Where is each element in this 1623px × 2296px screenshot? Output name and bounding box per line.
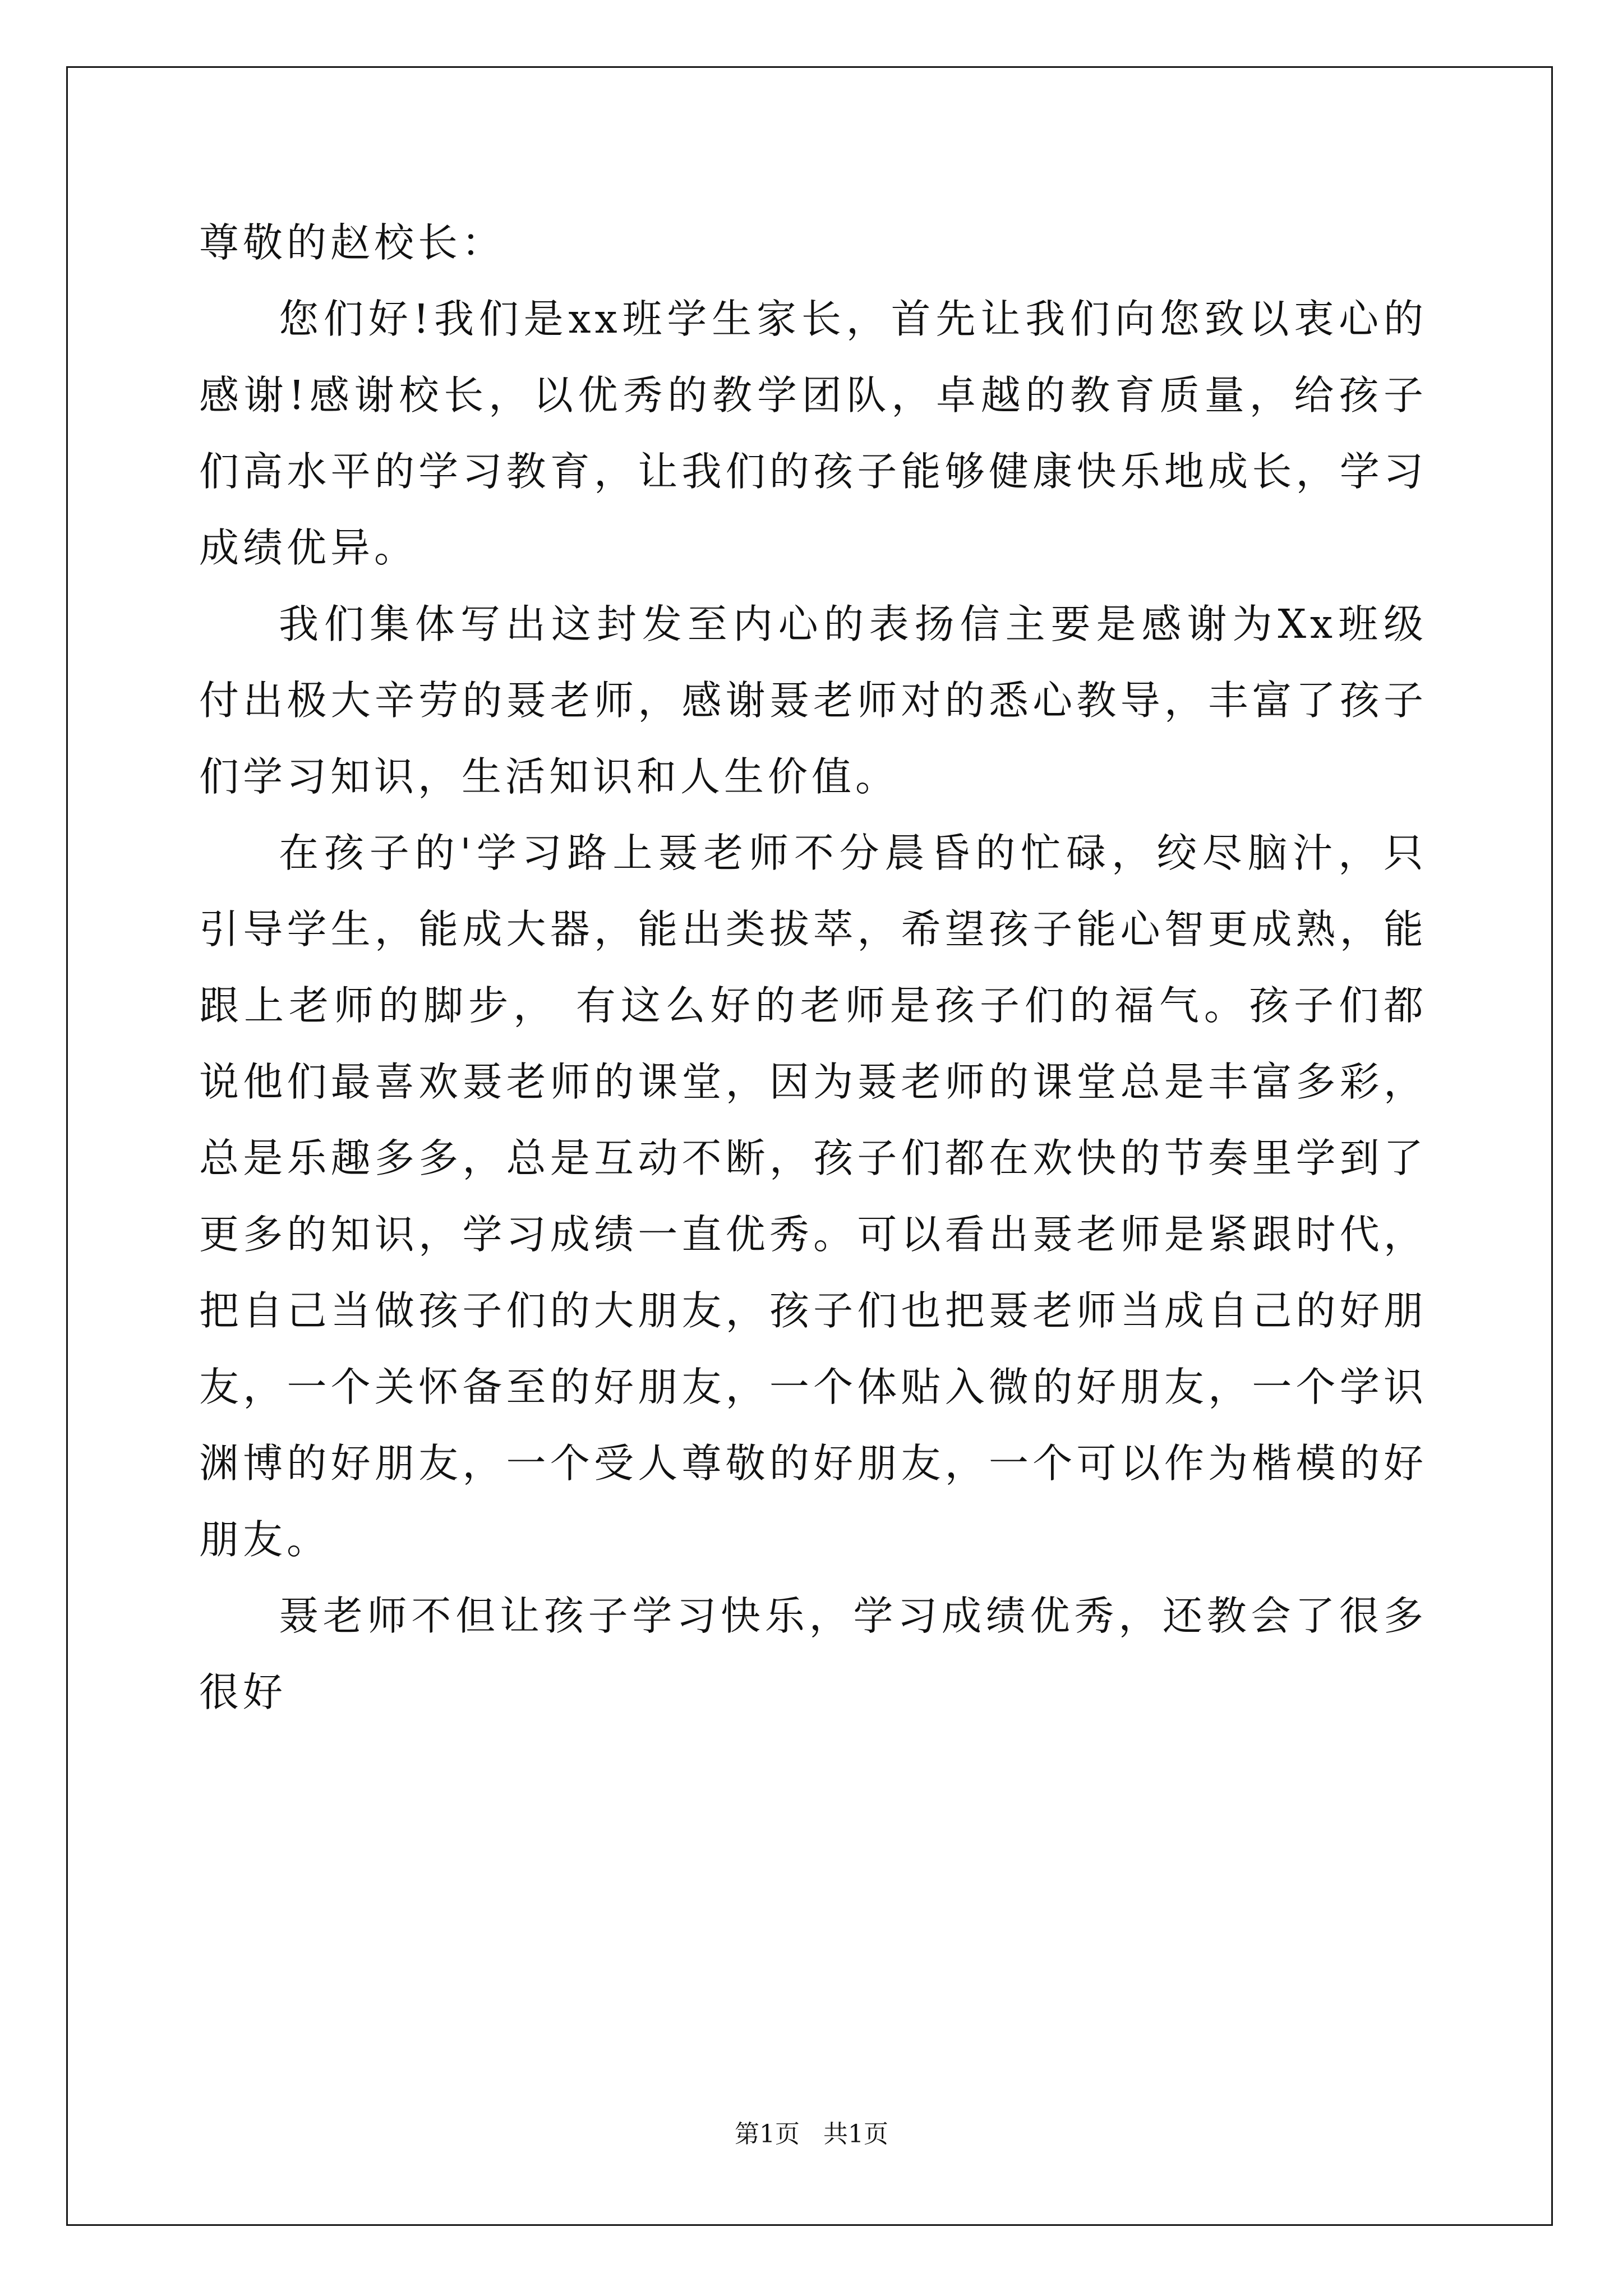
letter-body [199, 205, 1427, 1731]
paragraph-1: 您们好!我们是xx班学生家长，首先让我们向您致以衷心的感谢!感谢校长，以优秀的教学团队，卓越的教育质量，给孩子们高水平的学习教育，让我们的孩子能够健康快乐地成长，学习成绩优异。 [199, 296, 1427, 571]
page-footer [0, 2114, 1623, 2150]
paragraph-3: 在孩子的'学习路上聂老师不分晨昏的忙碌，绞尽脑汁，只引导学生，能成大器，能出类拔萃，希望孩子能心智更成熟，能跟上老师的脚步， 有这么好的老师是孩子们的福气。孩子们都说他们最喜欢聂老师的课堂，因为聂老师的课堂总是丰富多彩，总是乐趣多多，总是互动不断，孩子们都在欢快的节奏里学到了更多的知识，学习成绩一直优秀。可以看出聂老师是紧跟时代，把自己当做孩子们的大朋友，孩子们也把聂老师当成自己的好朋友，一个关怀备至的好朋友，一个体贴入微的好朋友，一个学识渊博的好朋友，一个受人尊敬的好朋友，一个可以作为楷模的好朋友。 [199, 830, 1427, 1563]
paragraph-2: 我们集体写出这封发至内心的表扬信主要是感谢为Xx班级付出极大辛劳的聂老师，感谢聂老师对的悉心教导，丰富了孩子们学习知识，生活知识和人生价值。 [199, 601, 1427, 800]
page-number: 第1页 [735, 2120, 800, 2148]
paragraph-4: 聂老师不但让孩子学习快乐，学习成绩优秀，还教会了很多很好 [199, 1593, 1427, 1715]
page-total: 共1页 [823, 2120, 888, 2148]
salutation: 尊敬的赵校长： [199, 219, 506, 266]
